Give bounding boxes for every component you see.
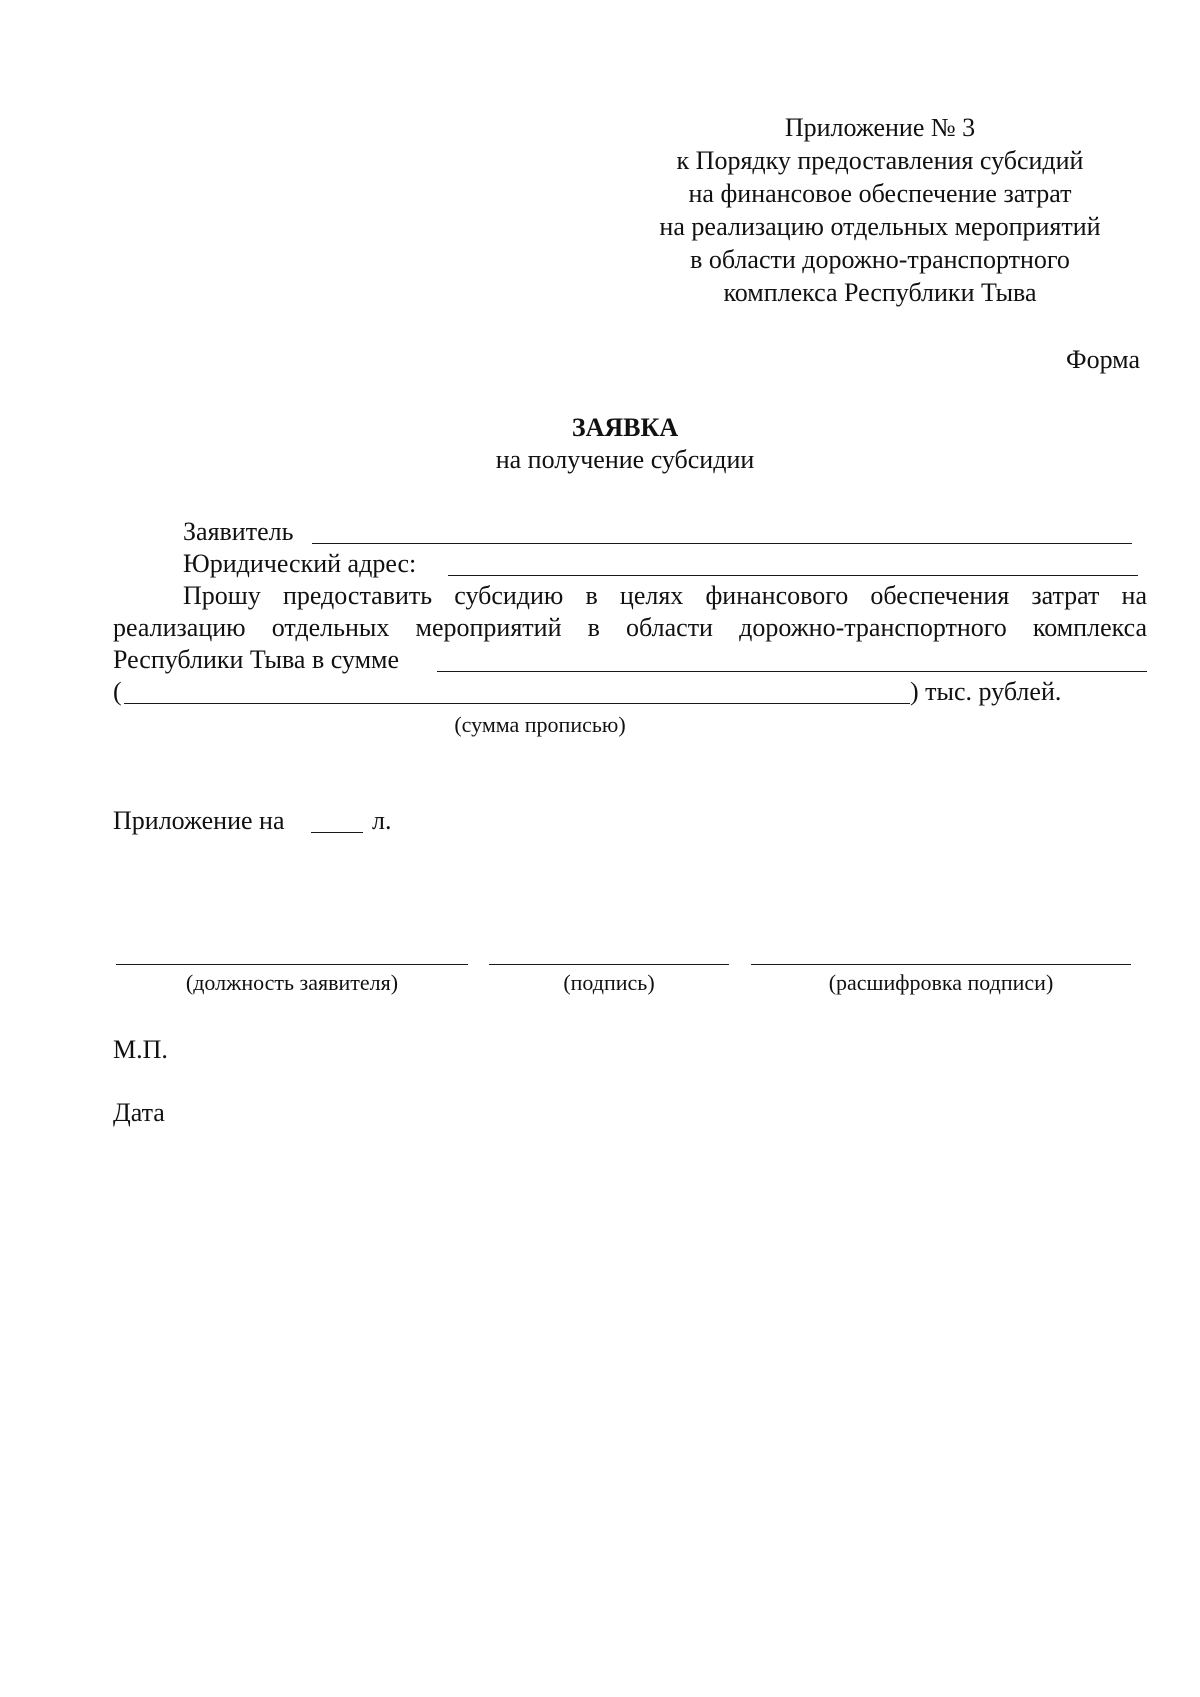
date-label: Дата (113, 1098, 165, 1127)
amount-words-caption: (сумма прописью) (454, 712, 626, 737)
document-subtitle: на получение субсидии (495, 445, 755, 474)
request-line (183, 580, 1147, 612)
attachment-label: Приложение на (113, 806, 285, 835)
document-title: ЗАЯВКА (571, 413, 679, 442)
request-line (113, 612, 1147, 644)
request-text-line1: Прошу предоставить субсидию в целях финансового обеспечения затрат на (183, 581, 1147, 610)
position-caption: (должность заявителя) (185, 970, 399, 995)
applicant-label: Заявитель (183, 517, 294, 546)
attachment-sheets-field[interactable] (311, 832, 363, 833)
request-text-line2: реализацию отдельных мероприятий в области дорожно-транспортного комплекса (113, 613, 1147, 642)
address-label: Юридический адрес: (183, 549, 417, 578)
appendix-line: на финансовое обеспечение затрат (688, 179, 1072, 208)
appendix-line: в области дорожно-транспортного (690, 245, 1070, 274)
appendix-line: Приложение № 3 (784, 113, 976, 142)
attachment-suffix: л. (372, 806, 392, 835)
appendix-line: комплекса Республики Тыва (723, 278, 1037, 307)
signature-caption: (подпись) (563, 970, 655, 995)
form-label: Форма (1066, 345, 1140, 374)
title-block (0, 412, 1200, 476)
position-field[interactable] (116, 964, 468, 965)
signature-decoding-field[interactable] (751, 964, 1131, 965)
amount-words-field[interactable] (124, 703, 910, 704)
appendix-line: к Порядку предоставления субсидий (676, 146, 1084, 175)
seal-label: М.П. (113, 1035, 168, 1064)
amount-field[interactable] (437, 671, 1147, 672)
request-text-line3: Республики Тыва в сумме (113, 645, 400, 674)
appendix-line: на реализацию отдельных мероприятий (659, 212, 1101, 241)
address-field[interactable] (448, 575, 1138, 576)
appendix-header (600, 112, 1160, 310)
applicant-field[interactable] (312, 543, 1132, 544)
open-paren: ( (113, 677, 122, 706)
signature-field[interactable] (489, 964, 729, 965)
signature-decoding-caption: (расшифровка подписи) (828, 970, 1054, 995)
currency-suffix: ) тыс. рублей. (910, 677, 1062, 706)
